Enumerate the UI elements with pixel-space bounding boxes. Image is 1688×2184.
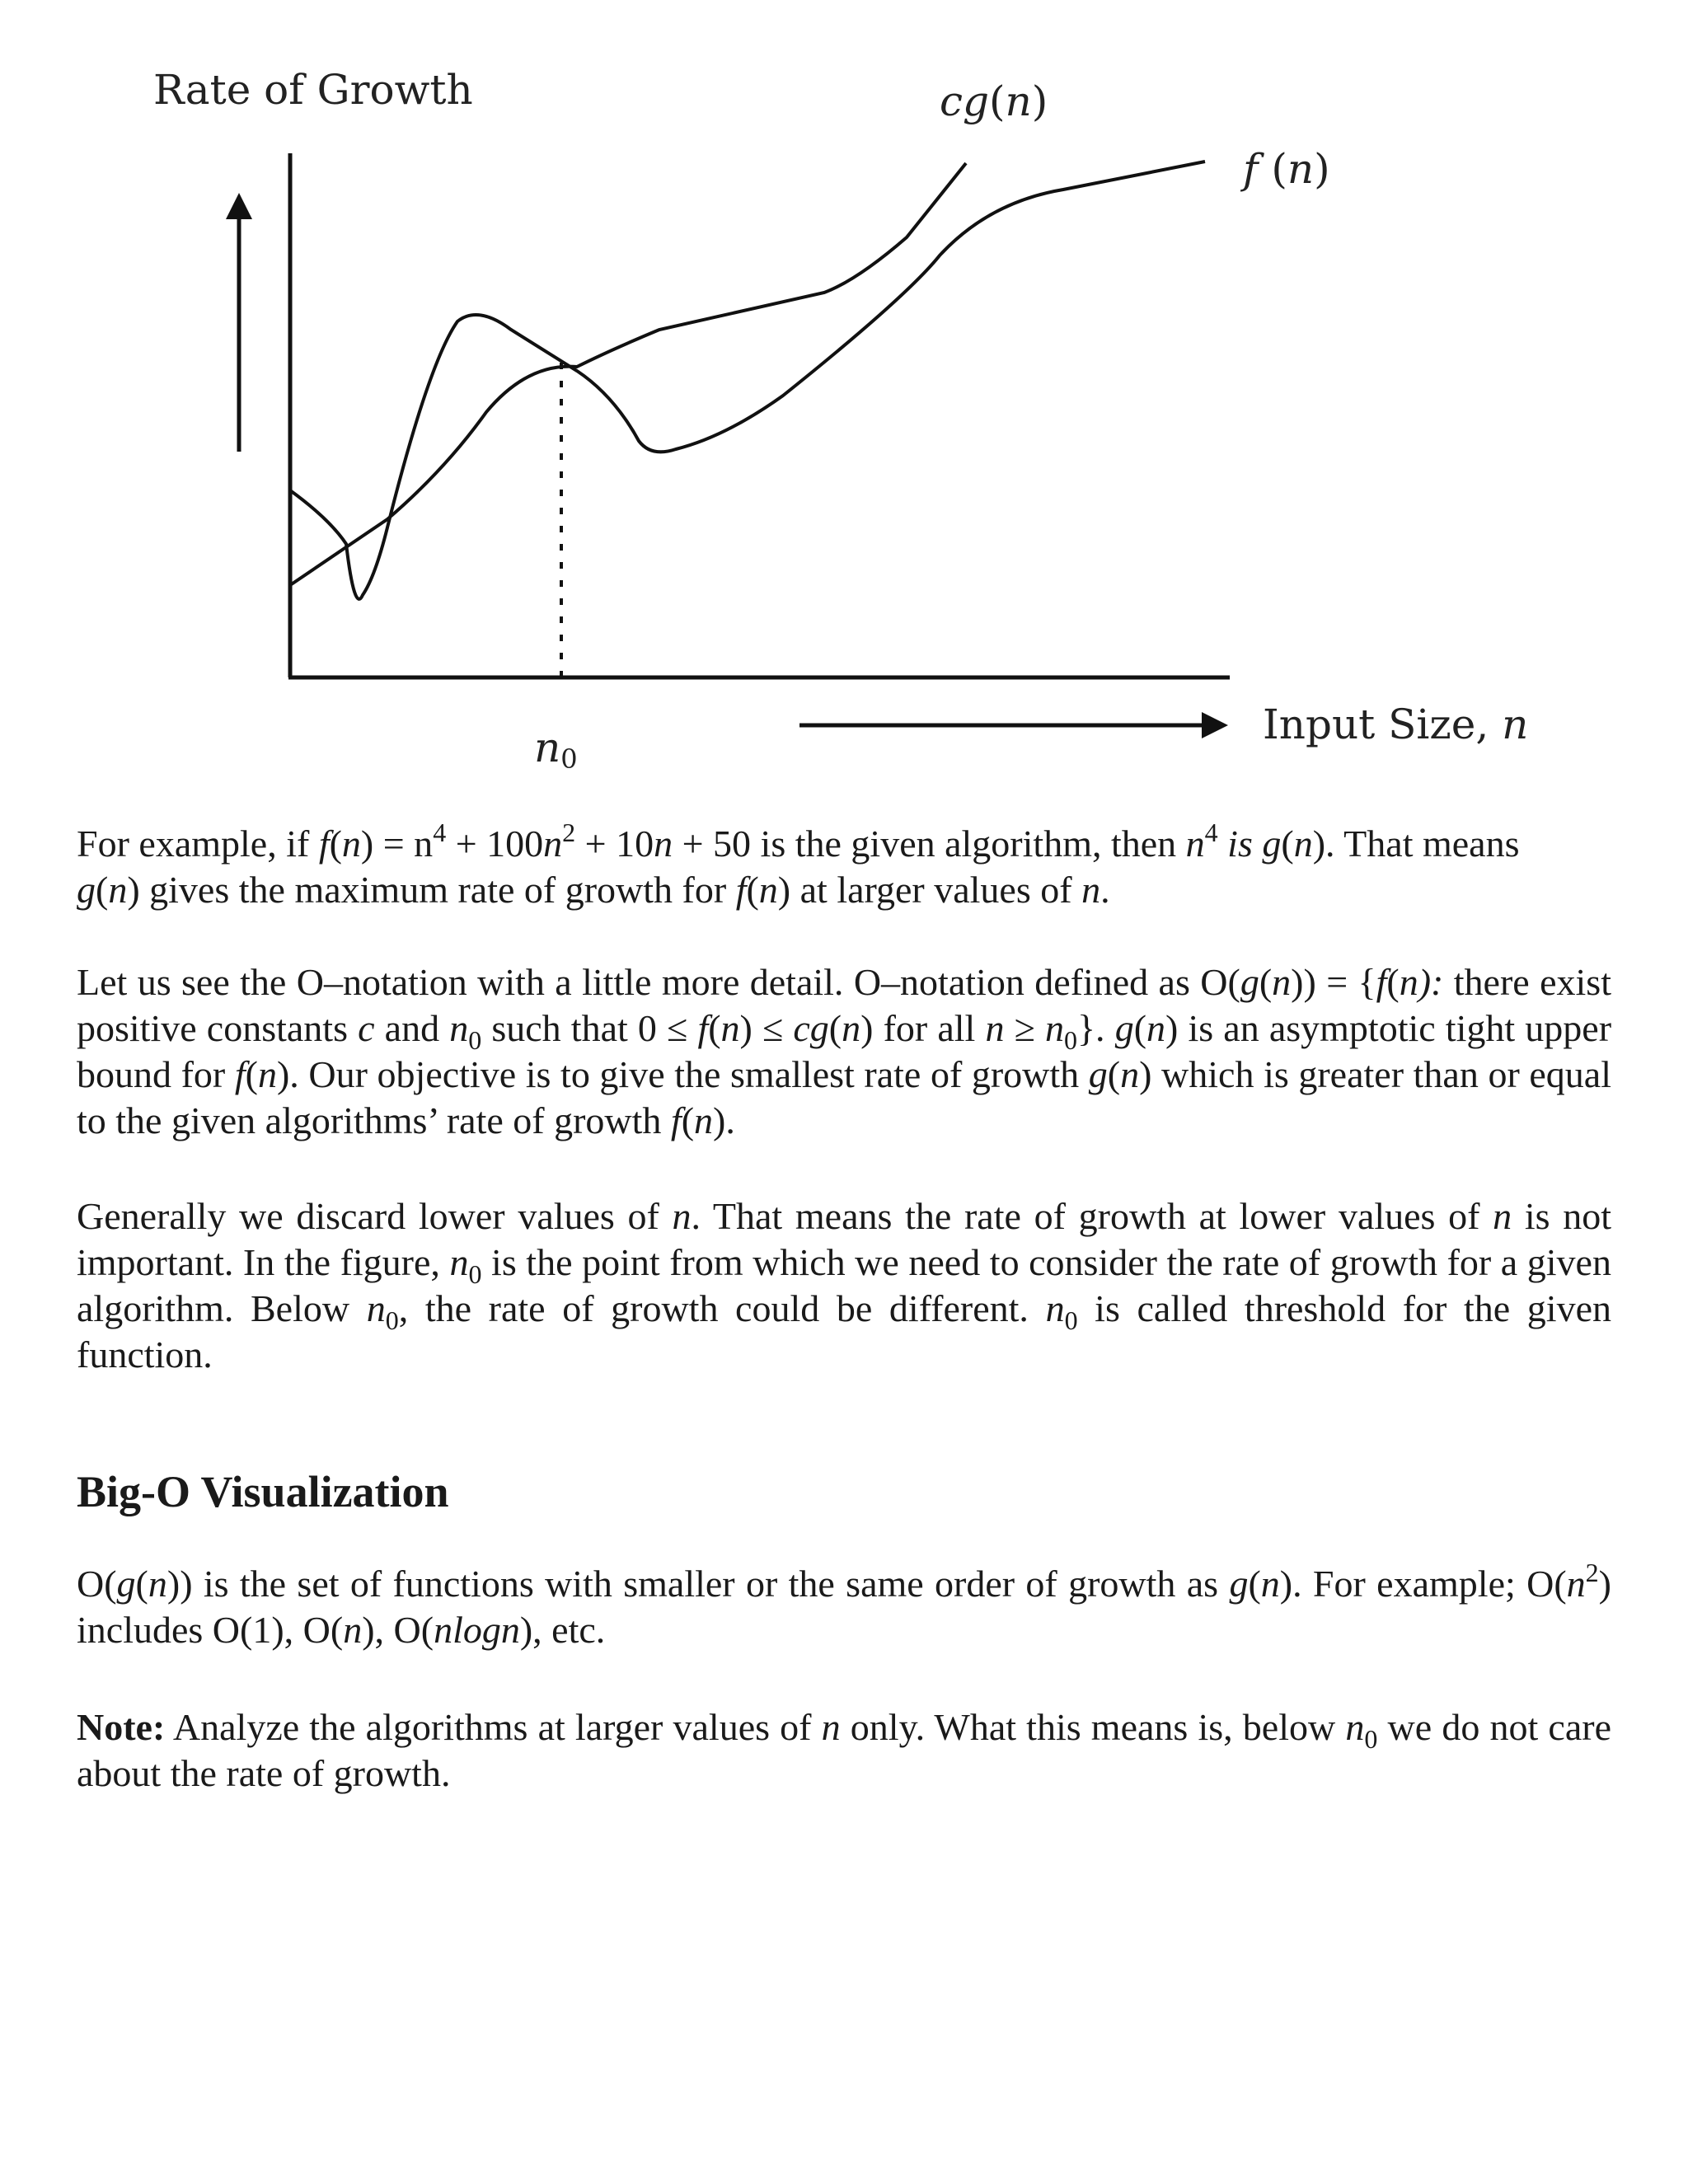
f-curve-label: f (n)	[1243, 145, 1330, 193]
growth-rate-figure	[0, 0, 1688, 791]
f-curve	[290, 162, 1205, 599]
x-arrow-head	[1202, 712, 1228, 738]
paragraph-threshold: Generally we discard lower values of n. That means the rate of growth at lower values of n is not important. In the figure, $n_0$ is the point from which we need to consider the rate of growth for a given algorithm. Below $n_0$, the rate of growth could be different. $n_0$ is called threshold for the given function.	[77, 1195, 1612, 1376]
cg-curve-label: cg(n)	[940, 77, 1048, 125]
x-axis-label: Input Size, n	[1263, 701, 1529, 748]
y-arrow-head	[226, 193, 252, 219]
paragraph-note: Note: Analyze the algorithms at larger values of n only. What this means is, below $n_0$ we do not care about the rate of growth.	[77, 1706, 1611, 1794]
cg-curve	[290, 163, 966, 585]
paragraph-example: For example, if $f(n) = n^4 + 100n^2 + 10n + 50$ is the given algorithm, then $n^4$ is g(n). That means g(n) gives the maximum rate of growth for f(n) at larger values of n.	[77, 818, 1520, 911]
note-label: Note:	[77, 1706, 166, 1748]
y-axis-label: Rate of Growth	[153, 66, 473, 114]
n0-label: n0	[534, 724, 578, 775]
paragraph-big-o-set: O(g(n)) is the set of functions with smaller or the same order of growth as g(n). For example; $O(n^2)$ includes O(1), O(n), O(nlogn), etc.	[77, 1558, 1611, 1651]
section-heading: Big-O Visualization	[77, 1467, 449, 1516]
paragraph-o-notation: Let us see the O–notation with a little more detail. O–notation defined as O(g(n)) = {f(n): there exist positive constants c and $n_0$ such that 0 ≤ f(n) ≤ cg(n) for all $n \ge n_0$}. g(n) is an asymptotic tight upper bound for f(n). Our objective is to give the smallest rate of growth g(n) which is greater than or equal to the given algorithms’ rate of growth f(n).	[77, 961, 1612, 1141]
